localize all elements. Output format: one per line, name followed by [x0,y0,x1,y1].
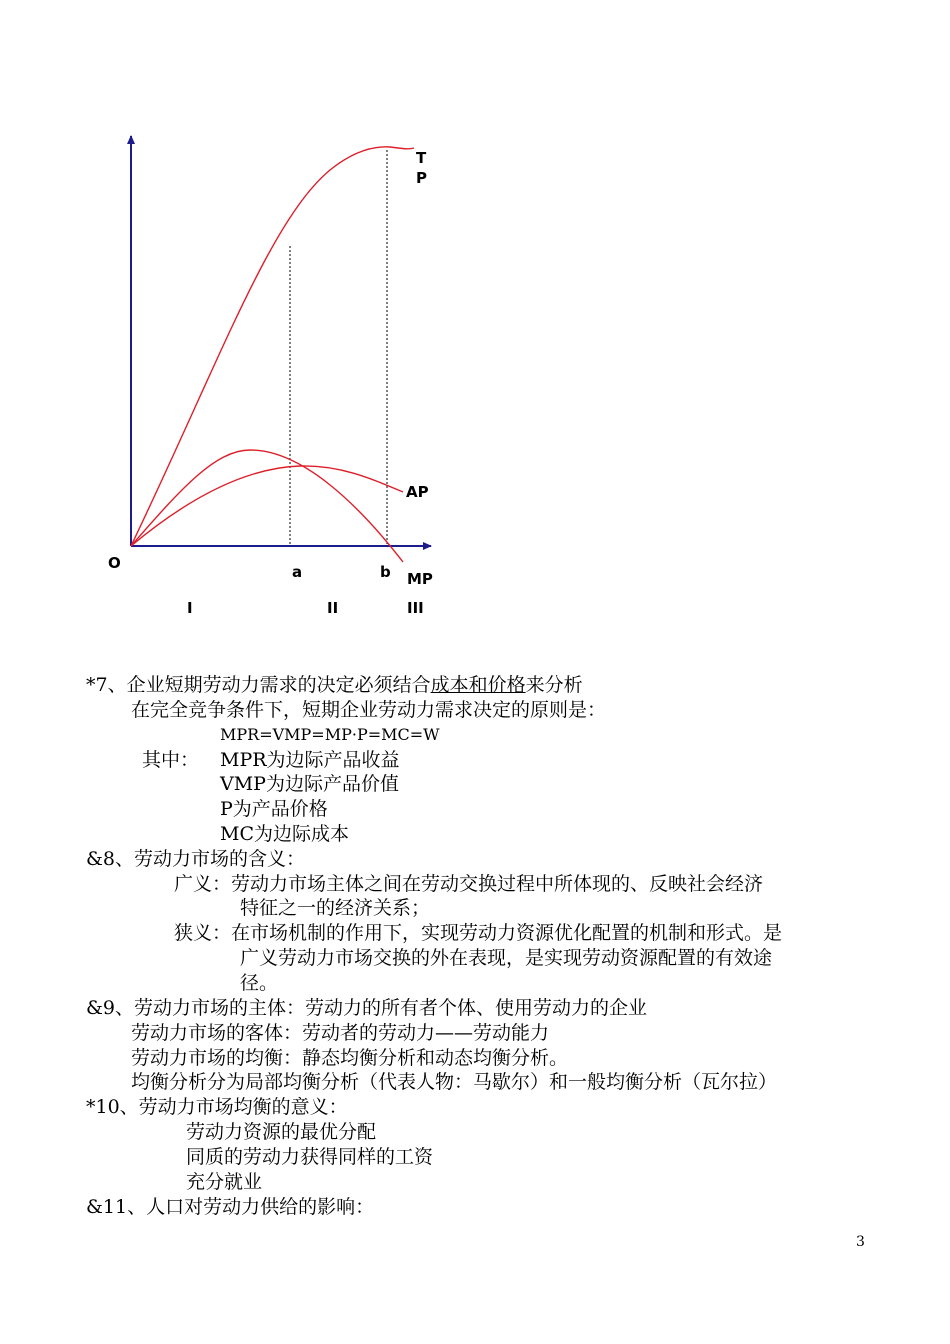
text-line-narrow-cont2: 径。 [240,972,279,994]
tp-curve [131,147,414,546]
point-b-label: b [380,563,391,581]
production-curves-figure [0,0,950,640]
stage-3-label: III [407,599,424,617]
text-line-10: *10、劳动力市场均衡的意义： [86,1096,348,1118]
text-line-full-employment: 充分就业 [186,1171,263,1193]
text-line-p: P为产品价格 [220,798,328,820]
ap-label: AP [406,483,429,501]
stage-1-label: I [187,599,193,617]
text-line-same-wage: 同质的劳动力获得同样的工资 [186,1146,434,1168]
ap-curve [131,466,403,546]
text-line-broad: 广义：劳动力市场主体之间在劳动交换过程中所体现的、反映社会经济 [174,873,764,895]
text-line-7-underlined: 成本和价格 [430,674,526,696]
stage-2-label: II [327,599,339,617]
text-line-formula: MPR=VMP=MP·P=MC=W [220,725,440,744]
text-line-where-label: 其中： [142,749,200,771]
text-line-mc: MC为边际成本 [220,823,349,845]
tp-label-p: P [416,169,427,187]
text-line-8: &8、劳动力市场的含义： [86,848,306,870]
text-line-narrow-cont1: 广义劳动力市场交换的外在表现，是实现劳动资源配置的有效途 [240,947,773,969]
text-line-11: &11、人口对劳动力供给的影响： [86,1196,375,1218]
text-line-object: 劳动力市场的客体：劳动者的劳动力——劳动能力 [131,1022,550,1044]
text-line-mpr: MPR为边际产品收益 [220,749,400,771]
text-line-7-pre: *7、企业短期劳动力需求的决定必须结合 [86,674,431,696]
text-line-analysis: 均衡分析分为局部均衡分析（代表人物：马歇尔）和一般均衡分析（瓦尔拉） [131,1071,778,1093]
text-line-9: &9、劳动力市场的主体：劳动力的所有者个体、使用劳动力的企业 [86,997,648,1019]
text-line-vmp: VMP为边际产品价值 [220,773,399,795]
mp-label: MP [407,570,433,588]
text-line-broad-cont: 特征之一的经济关系； [240,897,431,919]
text-line-principle: 在完全竞争条件下，短期企业劳动力需求决定的原则是： [131,699,607,721]
text-line-7-post: 来分析 [525,674,583,696]
origin-label: O [108,554,121,572]
tp-label-t: T [416,149,427,167]
text-line-optimal: 劳动力资源的最优分配 [186,1121,377,1143]
text-line-equilibrium: 劳动力市场的均衡：静态均衡分析和动态均衡分析。 [131,1047,569,1069]
text-line-narrow: 狭义：在市场机制的作用下，实现劳动力资源优化配置的机制和形式。是 [174,922,783,944]
text-line-7 [86,673,583,697]
page-number: 3 [856,1234,865,1250]
point-a-label: a [292,563,303,581]
